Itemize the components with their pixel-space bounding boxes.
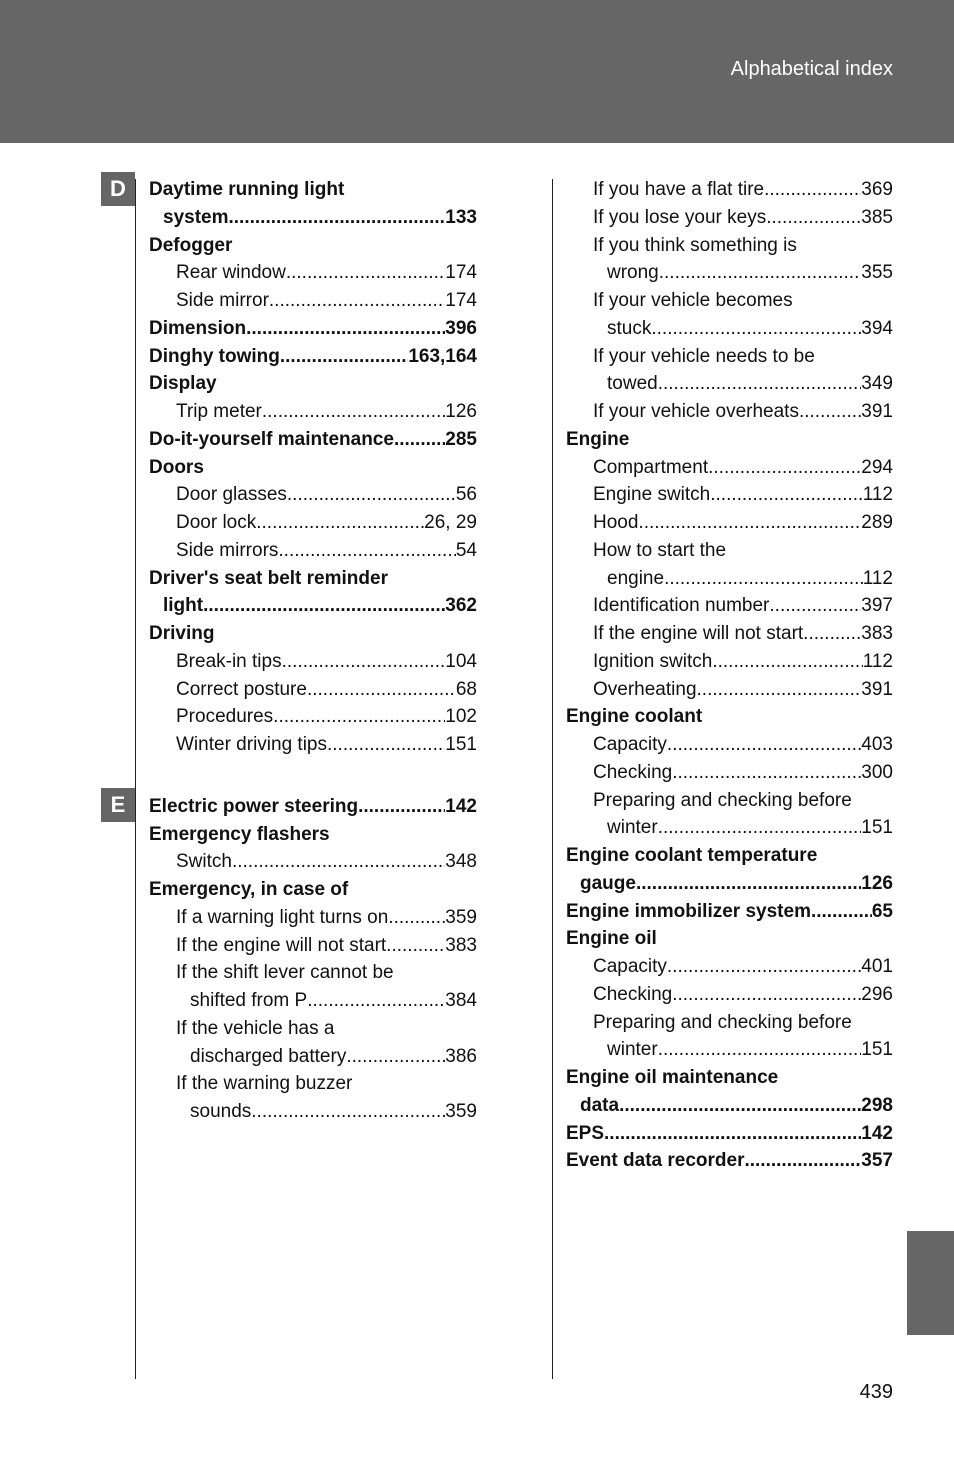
index-entry xyxy=(566,512,893,534)
index-entry-label: data xyxy=(580,1094,620,1116)
index-entry xyxy=(149,1073,477,1095)
index-entry-page: 369 xyxy=(861,179,893,200)
index-entry-label: Door glasses xyxy=(176,484,287,506)
dot-leader xyxy=(744,1150,861,1172)
dot-leader xyxy=(638,512,861,534)
index-entry xyxy=(149,207,477,229)
dot-leader xyxy=(619,1095,861,1117)
index-entry xyxy=(149,595,477,617)
dot-leader xyxy=(282,651,446,673)
index-entry-page: 391 xyxy=(861,678,893,700)
dot-leader xyxy=(659,262,862,284)
index-entry-page: 362 xyxy=(445,595,477,617)
section-tab-e: E xyxy=(101,788,135,822)
dot-leader xyxy=(307,679,456,701)
index-entry xyxy=(566,1039,893,1061)
index-entry xyxy=(149,373,477,395)
dot-leader xyxy=(764,179,861,201)
index-entry-label: engine xyxy=(607,567,665,589)
index-entry xyxy=(149,962,477,984)
dot-leader xyxy=(358,796,445,818)
left-column-rule xyxy=(135,179,136,1379)
index-entry xyxy=(566,568,893,590)
index-entry xyxy=(149,568,477,590)
index-entry-page: 112 xyxy=(862,650,893,672)
index-entry-page: 112 xyxy=(862,484,893,506)
dot-leader xyxy=(286,262,445,284)
index-entry-page: 56 xyxy=(455,484,477,506)
index-entry-label: Doors xyxy=(149,456,204,478)
index-entry xyxy=(149,879,477,901)
dot-leader xyxy=(667,956,861,978)
index-entry-label: Compartment xyxy=(593,456,709,478)
index-entry-label: EPS xyxy=(566,1122,605,1144)
index-entry-label: Checking xyxy=(593,761,673,783)
index-entry xyxy=(149,824,477,846)
index-entry xyxy=(149,1101,477,1123)
center-column-rule xyxy=(552,179,553,1379)
index-entry xyxy=(149,679,477,701)
index-entry xyxy=(566,318,893,340)
index-entry xyxy=(149,262,477,284)
dot-leader xyxy=(769,595,861,617)
index-entry-label: sounds xyxy=(190,1101,252,1122)
dot-leader xyxy=(708,457,861,479)
dot-leader xyxy=(658,373,862,395)
index-entry xyxy=(566,623,893,645)
index-entry-label: If you have a flat tire xyxy=(593,179,765,200)
dot-leader xyxy=(667,734,861,756)
index-entry-page: 296 xyxy=(861,983,893,1005)
index-entry xyxy=(566,373,893,395)
index-entry-label: Engine xyxy=(566,428,630,450)
index-entry-label: Event data recorder xyxy=(566,1150,745,1172)
index-entry-label: If the engine will not start xyxy=(176,934,387,956)
index-entry xyxy=(566,262,893,284)
index-entry-label: Emergency flashers xyxy=(149,823,330,845)
dot-leader xyxy=(251,1101,445,1123)
index-entry-label: If the shift lever cannot be xyxy=(176,962,394,984)
index-entry-label: shifted from P xyxy=(190,990,308,1011)
index-entry-label: system xyxy=(163,206,229,228)
index-entry-page: 65 xyxy=(871,900,893,922)
index-entry-page: 126 xyxy=(445,401,477,422)
index-entry-page: 401 xyxy=(861,956,893,977)
index-entry-page: 104 xyxy=(445,650,477,672)
index-entry-label: stuck xyxy=(607,317,652,339)
header-title: Alphabetical index xyxy=(730,58,893,80)
index-entry-label: Dinghy towing xyxy=(149,345,280,367)
index-entry-label: Engine oil maintenance xyxy=(566,1067,779,1088)
index-entry xyxy=(149,290,477,312)
dot-leader xyxy=(307,990,445,1012)
index-entry-label: Engine coolant temperature xyxy=(566,845,818,866)
index-entry-label: If your vehicle overheats xyxy=(593,401,799,422)
index-entry xyxy=(566,401,893,423)
index-entry-page: 142 xyxy=(445,795,477,817)
dot-leader xyxy=(712,651,862,673)
index-entry-label: Display xyxy=(149,373,217,395)
index-entry-label: wrong xyxy=(607,262,659,284)
section-tab-d: D xyxy=(101,172,135,206)
index-entry xyxy=(149,346,477,368)
index-entry-label: Break-in tips xyxy=(176,650,282,672)
index-entry-label: winter xyxy=(607,817,658,839)
dot-leader xyxy=(246,318,445,340)
dot-leader xyxy=(386,935,445,957)
index-entry xyxy=(566,706,893,728)
index-entry-label: If the engine will not start xyxy=(593,623,804,644)
dot-leader xyxy=(280,346,408,368)
index-entry xyxy=(566,790,893,812)
index-entry-label: winter xyxy=(607,1039,658,1061)
index-entry-label: Engine immobilizer system xyxy=(566,900,811,922)
left-index-column xyxy=(149,0,477,1475)
index-entry-label: Preparing and checking before xyxy=(593,1011,852,1033)
dot-leader xyxy=(799,401,861,423)
index-entry-page: 386 xyxy=(445,1045,477,1067)
index-entry-page: 26, 29 xyxy=(424,512,477,533)
index-entry xyxy=(566,1012,893,1034)
index-entry-label: If your vehicle becomes xyxy=(593,290,793,311)
index-entry-label: gauge xyxy=(580,872,636,894)
index-entry xyxy=(566,235,893,257)
index-entry-label: Hood xyxy=(593,512,639,533)
dot-leader xyxy=(388,907,445,929)
index-entry-page: 384 xyxy=(445,990,477,1011)
index-entry-page: 285 xyxy=(445,428,477,450)
index-entry-label: If a warning light turns on xyxy=(176,906,389,928)
right-index-column xyxy=(566,0,893,1475)
index-entry-page: 348 xyxy=(445,851,477,873)
index-entry-page: 174 xyxy=(445,262,477,284)
index-entry xyxy=(566,873,893,895)
index-entry xyxy=(149,179,477,201)
index-entry-label: Checking xyxy=(593,983,673,1005)
dot-leader xyxy=(273,706,445,728)
dot-leader xyxy=(811,901,872,923)
dot-leader xyxy=(672,984,861,1006)
index-entry-page: 54 xyxy=(455,539,477,561)
page-number: 439 xyxy=(859,1381,893,1403)
dot-leader xyxy=(203,595,445,617)
index-entry-page: 349 xyxy=(861,373,893,395)
index-entry xyxy=(566,1095,893,1117)
dot-leader xyxy=(262,401,445,423)
index-entry-label: light xyxy=(163,595,204,617)
dot-leader xyxy=(766,207,861,229)
index-entry-page: 357 xyxy=(861,1150,893,1172)
index-entry xyxy=(149,512,477,534)
index-entry-page: 383 xyxy=(861,623,893,644)
index-entry-page: 359 xyxy=(445,1101,477,1122)
index-entry xyxy=(566,734,893,756)
dot-leader xyxy=(658,817,862,839)
index-entry-page: 151 xyxy=(861,1039,893,1061)
index-entry-label: Engine oil xyxy=(566,928,657,950)
dot-leader xyxy=(697,679,862,701)
index-entry xyxy=(566,956,893,978)
index-entry-page: 126 xyxy=(861,872,893,894)
dot-leader xyxy=(287,484,456,506)
index-entry xyxy=(566,540,893,562)
chapter-thumb-tab xyxy=(907,1231,954,1335)
dot-leader xyxy=(803,623,861,645)
index-entry-label: Do-it-yourself maintenance xyxy=(149,428,394,450)
index-entry-label: If the vehicle has a xyxy=(176,1017,335,1039)
index-entry-page: 298 xyxy=(861,1094,893,1116)
index-entry xyxy=(566,346,893,368)
dot-leader xyxy=(278,540,455,562)
index-entry-label: Electric power steering xyxy=(149,795,359,817)
index-entry-label: Procedures xyxy=(176,706,274,728)
index-entry-page: 133 xyxy=(445,206,477,228)
index-entry-page: 294 xyxy=(861,456,893,478)
index-entry-page: 391 xyxy=(861,401,893,422)
index-entry xyxy=(149,540,477,562)
index-entry-label: Dimension xyxy=(149,317,247,339)
index-entry xyxy=(566,207,893,229)
index-entry-label: Winter driving tips xyxy=(176,734,327,755)
index-entry-label: If your vehicle needs to be xyxy=(593,345,815,367)
index-entry xyxy=(149,651,477,673)
dot-leader xyxy=(229,207,446,229)
index-entry-page: 68 xyxy=(455,678,477,700)
index-entry xyxy=(566,984,893,1006)
dot-leader xyxy=(651,318,861,340)
index-entry xyxy=(566,484,893,506)
index-entry xyxy=(566,290,893,312)
index-entry-label: Rear window xyxy=(176,262,286,284)
index-entry xyxy=(566,595,893,617)
dot-leader xyxy=(394,429,445,451)
index-entry-label: Ignition switch xyxy=(593,650,713,672)
dot-leader xyxy=(710,484,862,506)
index-entry-page: 396 xyxy=(445,317,477,339)
dot-leader xyxy=(636,873,861,895)
index-entry-page: 355 xyxy=(861,262,893,284)
dot-leader xyxy=(269,290,445,312)
index-entry xyxy=(566,179,893,201)
index-entry xyxy=(149,706,477,728)
index-entry xyxy=(149,484,477,506)
index-entry xyxy=(566,762,893,784)
index-entry-label: Door lock xyxy=(176,512,257,533)
index-entry-label: Side mirrors xyxy=(176,539,279,561)
index-entry xyxy=(566,651,893,673)
index-entry-label: Preparing and checking before xyxy=(593,789,852,811)
index-entry-label: towed xyxy=(607,373,658,395)
dot-leader xyxy=(232,851,445,873)
index-entry-page: 142 xyxy=(861,1122,893,1144)
index-entry xyxy=(566,845,893,867)
index-entry-page: 174 xyxy=(445,290,477,311)
index-entry-label: Trip meter xyxy=(176,401,262,422)
index-entry-label: Capacity xyxy=(593,956,667,977)
dot-leader xyxy=(346,1046,445,1068)
index-entry xyxy=(566,928,893,950)
index-entry-label: Switch xyxy=(176,851,232,873)
index-entry xyxy=(566,817,893,839)
index-entry-page: 151 xyxy=(861,817,893,839)
index-entry xyxy=(566,1150,893,1172)
index-entry-label: Defogger xyxy=(149,234,233,256)
index-entry-page: 394 xyxy=(861,317,893,339)
index-entry xyxy=(566,457,893,479)
index-entry-label: Correct posture xyxy=(176,678,307,700)
index-entry xyxy=(149,734,477,756)
index-entry xyxy=(149,907,477,929)
dot-leader xyxy=(658,1039,862,1061)
index-entry xyxy=(149,935,477,957)
index-entry xyxy=(149,851,477,873)
index-entry-label: Engine switch xyxy=(593,484,711,506)
index-entry-label: If you lose your keys xyxy=(593,206,767,228)
index-entry-page: 289 xyxy=(861,512,893,533)
index-entry xyxy=(149,990,477,1012)
index-entry xyxy=(566,1123,893,1145)
index-entry-page: 102 xyxy=(445,706,477,728)
index-entry xyxy=(149,318,477,340)
index-entry-label: Engine coolant xyxy=(566,706,703,728)
index-entry-label: If you think something is xyxy=(593,234,797,256)
index-entry-label: How to start the xyxy=(593,539,727,561)
index-entry xyxy=(149,401,477,423)
index-entry-page: 163,164 xyxy=(408,345,477,367)
dot-leader xyxy=(672,762,861,784)
index-entry-label: Emergency, in case of xyxy=(149,879,349,900)
index-entry-page: 300 xyxy=(861,761,893,783)
index-entry xyxy=(149,1018,477,1040)
dot-leader xyxy=(664,568,863,590)
index-entry-label: Daytime running light xyxy=(149,179,345,200)
index-entry-page: 151 xyxy=(445,734,477,755)
index-entry-page: 112 xyxy=(862,567,893,589)
index-entry xyxy=(149,457,477,479)
index-entry-page: 383 xyxy=(445,934,477,956)
index-entry xyxy=(149,235,477,257)
index-entry-label: Identification number xyxy=(593,595,770,617)
dot-leader xyxy=(256,512,424,534)
index-entry xyxy=(149,1046,477,1068)
dot-leader xyxy=(604,1123,861,1145)
index-entry-page: 359 xyxy=(445,906,477,928)
index-entry-label: discharged battery xyxy=(190,1045,347,1067)
index-entry-label: If the warning buzzer xyxy=(176,1073,353,1095)
index-entry xyxy=(566,679,893,701)
index-entry-label: Driver's seat belt reminder xyxy=(149,567,388,589)
index-entry xyxy=(149,796,477,818)
index-entry xyxy=(566,1067,893,1089)
index-entry-page: 385 xyxy=(861,206,893,228)
index-entry xyxy=(566,901,893,923)
index-entry-label: Side mirror xyxy=(176,290,269,311)
index-entry xyxy=(149,429,477,451)
index-entry-page: 397 xyxy=(861,595,893,617)
index-entry xyxy=(149,623,477,645)
index-entry-label: Capacity xyxy=(593,734,667,755)
index-entry-label: Overheating xyxy=(593,678,697,700)
index-entry-label: Driving xyxy=(149,623,215,644)
index-entry xyxy=(566,429,893,451)
dot-leader xyxy=(327,734,445,756)
index-entry-page: 403 xyxy=(861,734,893,755)
